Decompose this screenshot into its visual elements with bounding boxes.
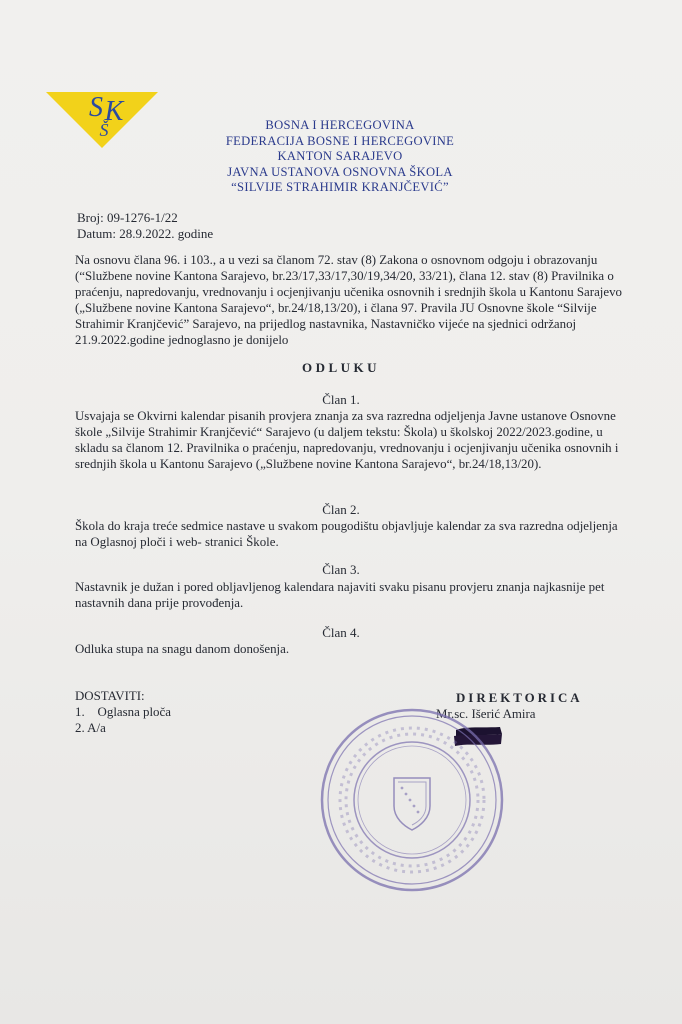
signatory-role: DIREKTORICA	[456, 691, 583, 705]
article-3-body: Nastavnik je dužan i pored obljavljenog kalendara najaviti svaku pisanu provjeru znanja najkasnije pet nastavnih dana prije provođenja.	[75, 580, 605, 610]
article-1-text	[75, 408, 623, 472]
letterhead-line-canton: KANTON SARAJEVO	[277, 149, 403, 163]
preamble	[75, 252, 623, 348]
letterhead-line-institution: JAVNA USTANOVA OSNOVNA ŠKOLA	[227, 164, 453, 179]
letterhead-line-federation: FEDERACIJA BOSNE I HERCEGOVINE	[225, 133, 455, 148]
article-2-text	[75, 518, 623, 550]
document-number: Broj: 09-1276-1/22	[77, 210, 178, 225]
article-1-body: Usvajaja se Okvirni kalendar pisanih provjera znanja za sva razredna odjeljenja Javne ustanove Osnovne škole „Silvije Strahimir Kranjčević“ Sarajevo (u daljem tekstu: Škola) u školskoj 2022/2023.godine, u skladu sa članom 12. Pravilnika o praćenju, napredovanju, vrednovanju i ocjenjivanju učenika osnovnih i srednjih škola u Kantonu Sarajevo („Službene novine Kantona Sarajevo“, br.24/18,13/20).	[75, 409, 619, 471]
article-4-body: Odluka stupa na snagu danom donošenja.	[75, 642, 290, 656]
article-4-heading: Član 4.	[322, 625, 360, 640]
signatory-name: Mr.sc. Išerić Amira	[436, 707, 536, 721]
svg-text:S: S	[89, 92, 103, 123]
distribution-item: 1. Oglasna ploča	[75, 705, 171, 719]
distribution-item: 2. A/a	[75, 721, 106, 735]
article-2-heading: Član 2.	[322, 502, 360, 517]
document-meta	[77, 210, 213, 242]
decision-title: ODLUKU	[301, 360, 381, 375]
letterhead-line-school-name: “SILVIJE STRAHIMIR KRANJČEVIĆ”	[231, 180, 449, 194]
distribution-list	[75, 688, 171, 736]
article-2-body: Škola do kraja treće sedmice nastave u svakom pougodištu objavljuje kalendar za sva razredna odjeljenja na Oglasnoj ploči i web- stranici Škole.	[75, 519, 618, 549]
school-logo	[46, 88, 158, 150]
preamble-text: Na osnovu člana 96. i 103., a u vezi sa članom 72. stav (8) Zakona o osnovnom odgoju i obrazovanju (“Službene novine Kantona Sarajevo, br.23/17,33/17,30/19,34/20, 33/21), člana 12. stav (8) Pravilnika o praćenju, napredovanju, vrednovanju i ocjenjivanju učenika osnovnih i srednjih škola u Kantonu Sarajevo („Službene novine Kantona Sarajevo“, br.24/18,13/20), i člana 97. Pravila JU Osnovne škole “Silvije Strahimir Kranjčević” Sarajevo, na prijedlog nastavnika, Nastavničko vijeće na sjednici održanoj 21.9.2022.godine jednoglasno je donijelo	[75, 253, 622, 347]
official-stamp	[318, 706, 506, 894]
article-1-heading: Član 1.	[322, 392, 360, 407]
article-4-text	[75, 641, 623, 657]
article-3-text	[75, 579, 623, 611]
distribution-label: DOSTAVITI:	[75, 689, 145, 703]
article-3-heading: Član 3.	[322, 562, 360, 577]
letterhead-line-country: BOSNA I HERCEGOVINA	[265, 118, 415, 132]
letterhead	[200, 118, 480, 196]
svg-text:Š: Š	[99, 120, 109, 140]
document-date: Datum: 28.9.2022. godine	[77, 226, 214, 241]
svg-text:K: K	[104, 96, 124, 127]
